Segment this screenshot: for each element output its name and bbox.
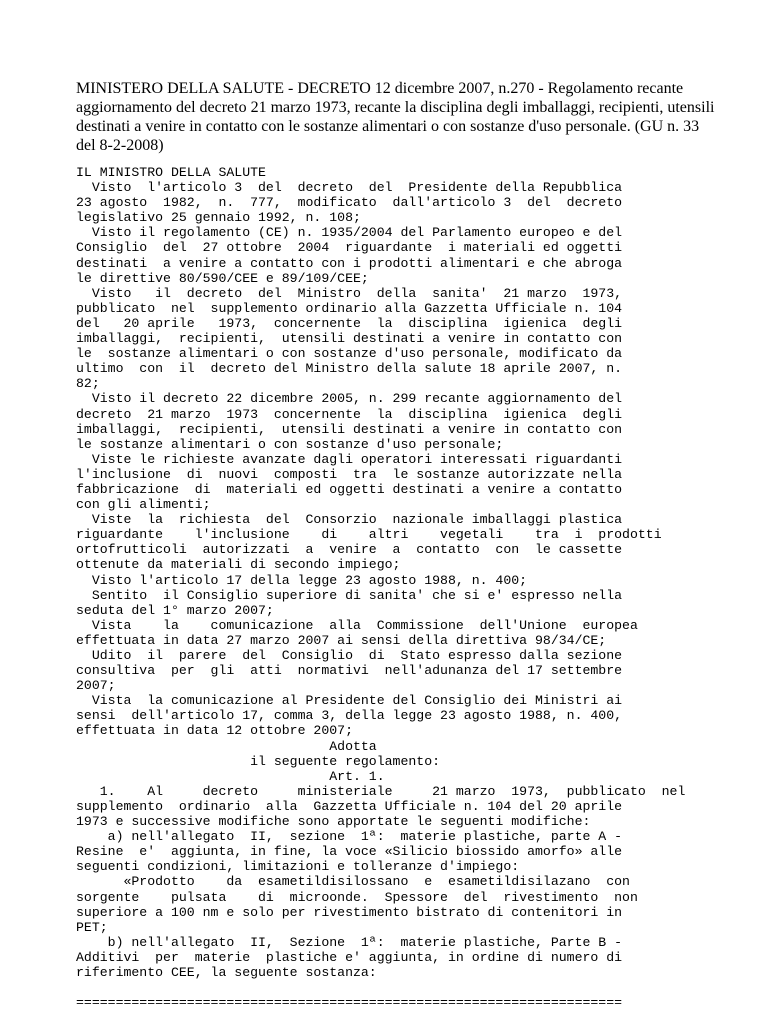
body-line: riferimento CEE, la seguente sostanza: <box>76 964 377 980</box>
body-line: a) nell'allegato II, sezione 1ª: materie plastiche, parte A - <box>76 829 623 845</box>
body-line: 2007; <box>76 678 116 694</box>
table-separator: ===================================================================== <box>76 995 623 1010</box>
body-line: riguardante l'inclusione di altri vegetali tra i prodotti <box>76 527 662 543</box>
body-line: pubblicato nel supplemento ordinario alla Gazzetta Ufficiale n. 104 <box>76 300 623 316</box>
body-line: Udito il parere del Consiglio di Stato espresso dalla sezione <box>76 648 623 663</box>
body-line: ortofrutticoli autorizzati a venire a contatto con le cassette <box>76 542 623 558</box>
body-line: con gli alimenti; <box>76 497 211 513</box>
body-line: effettuata in data 12 ottobre 2007; <box>76 723 353 739</box>
body-line: Visto l'articolo 17 della legge 23 agosto 1988, n. 400; <box>76 572 528 588</box>
body-line: destinati a venire a contatto con i prodotti alimentari e che abroga <box>76 255 623 271</box>
body-line: Adotta <box>76 738 377 754</box>
body-line: b) nell'allegato II, Sezione 1ª: materie plastiche, Parte B - <box>76 934 623 950</box>
body-line: seguenti condizioni, limitazioni e tolleranze d'impiego: <box>76 859 520 875</box>
document-title: MINISTERO DELLA SALUTE - DECRETO 12 dicembre 2007, n.270 - Regolamento recante aggiornamento del decreto 21 marzo 1973, recante la disciplina degli imballaggi, recipienti, utensili destinati a venire in contatto con le sostanze alimentari o con sostanze d'uso personale. (GU n. 33 del 8-2-2008) <box>76 80 715 154</box>
body-line: Viste la richiesta del Consorzio nazionale imballaggi plastica <box>76 512 623 528</box>
body-line: «Prodotto da esametildisilossano e esametildisilazano con <box>76 874 630 890</box>
body-line: IL MINISTRO DELLA SALUTE <box>76 165 266 180</box>
body-line: Consiglio del 27 ottobre 2004 riguardante i materiali ed oggetti <box>76 240 623 256</box>
body-line: imballaggi, recipienti, utensili destinati a venire in contatto con <box>76 421 623 437</box>
body-line: ultimo con il decreto del Ministro della salute 18 aprile 2007, n. <box>76 361 623 377</box>
body-line <box>76 980 726 995</box>
body-line: Art. 1. <box>76 768 385 784</box>
body-line: le sostanze alimentari o con sostanze d'uso personale, modificato da <box>76 346 623 362</box>
document-body <box>76 165 726 1010</box>
body-line: supplemento ordinario alla Gazzetta Ufficiale n. 104 del 20 aprile <box>76 798 623 814</box>
body-line: del 20 aprile 1973, concernente la disciplina igienica degli <box>76 315 623 331</box>
body-line: ottenute da materiali di secondo impiego; <box>76 557 401 573</box>
body-line: Vista la comunicazione al Presidente del Consiglio dei Ministri ai <box>76 693 623 709</box>
body-line: superiore a 100 nm e solo per rivestimento bistrato di contenitori in <box>76 904 623 920</box>
body-line: l'inclusione di nuovi composti tra le sostanze autorizzate nella <box>76 466 623 482</box>
body-line: decreto 21 marzo 1973 concernente la disciplina igienica degli <box>76 406 623 422</box>
body-line: fabbricazione di materiali ed oggetti destinati a venire a contatto <box>76 481 623 497</box>
body-line: Vista la comunicazione alla Commissione dell'Unione europea <box>76 617 638 633</box>
body-line: Sentito il Consiglio superiore di sanita' che si e' espresso nella <box>76 587 623 603</box>
body-line: Additivi per materie plastiche e' aggiunta, in ordine di numero di <box>76 949 623 965</box>
body-line: 1. Al decreto ministeriale 21 marzo 1973, pubblicato nel <box>76 783 686 799</box>
body-line: le sostanze alimentari o con sostanze d'uso personale; <box>76 436 504 452</box>
body-line: sorgente pulsata di microonde. Spessore del rivestimento non <box>76 889 638 905</box>
body-line: legislativo 25 gennaio 1992, n. 108; <box>76 210 361 226</box>
body-line: seduta del 1° marzo 2007; <box>76 602 274 618</box>
body-line: PET; <box>76 919 108 935</box>
body-line: le direttive 80/590/CEE e 89/109/CEE; <box>76 270 369 286</box>
body-line: Visto il decreto del Ministro della sanita' 21 marzo 1973, <box>76 285 623 301</box>
body-line: il seguente regolamento: <box>76 753 441 769</box>
body-line: Visto l'articolo 3 del decreto del Presidente della Repubblica <box>76 180 623 196</box>
body-line: Viste le richieste avanzate dagli operatori interessati riguardanti <box>76 451 623 467</box>
body-line: consultiva per gli atti normativi nell'adunanza del 17 settembre <box>76 663 623 679</box>
body-line: Resine e' aggiunta, in fine, la voce «Silicio biossido amorfo» alle <box>76 844 623 860</box>
body-line: 23 agosto 1982, n. 777, modificato dall'articolo 3 del decreto <box>76 195 623 211</box>
body-line: Visto il decreto 22 dicembre 2005, n. 299 recante aggiornamento del <box>76 391 623 407</box>
body-line: sensi dell'articolo 17, comma 3, della legge 23 agosto 1988, n. 400, <box>76 708 623 724</box>
body-line: 82; <box>76 376 100 392</box>
body-line: effettuata in data 27 marzo 2007 ai sensi della direttiva 98/34/CE; <box>76 632 607 648</box>
body-line: 1973 e successive modifiche sono apportate le seguenti modifiche: <box>76 814 591 830</box>
body-line: Visto il regolamento (CE) n. 1935/2004 del Parlamento europeo e del <box>76 225 623 241</box>
body-line: imballaggi, recipienti, utensili destinati a venire in contatto con <box>76 331 623 347</box>
